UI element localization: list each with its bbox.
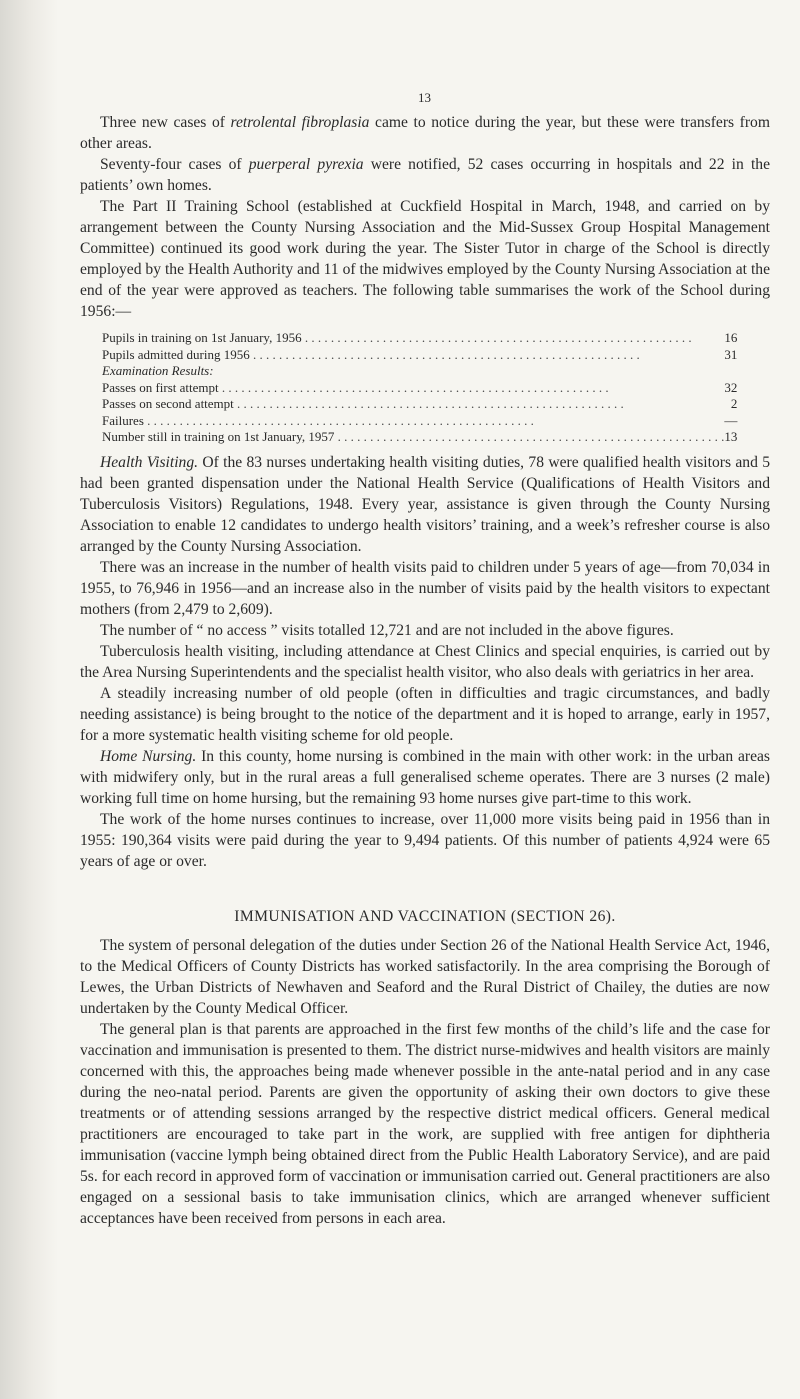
table-row-label	[102, 396, 724, 413]
table-row	[102, 380, 737, 397]
table-row-value: 2	[730, 396, 738, 411]
paragraph-delegation: The system of personal delegation of the duties under Section 26 of the National Health Service Act, 1946, to the Medical Officers of County Districts has worked satisfactorily. In the area comprising the Borough of Lewes, the Urban Districts of Newhaven and Seaford and the Rural District of Chailey, the duties are now undertaken by the County Medical Officer.	[80, 936, 770, 1017]
row-label-text: Pupils in training on 1st January, 1956	[102, 330, 302, 345]
intro-section	[80, 112, 770, 322]
paragraph-text: The Part II Training School (established at Cuckfield Hospital in March, 1948, and carried on by arrangement between the County Nursing Association and the Mid-Sussex Group Hospital Management Committee) continued its good work during the year. The Sister Tutor in charge of the School is directly employed by the Health Authority and 11 of the midwives employed by the County Nursing Association at the end of the year were approved as teachers. The following table summarises the work of the School during 1956:—	[80, 198, 770, 320]
paragraph-no-access	[80, 620, 770, 641]
paragraph-text: Of the 83 nurses undertaking health visiting duties, 78 were qualified health visitors and 5 had been granted dispensation under the National Health Service (Qualifications of Health Visitors and Tuberculosis Visitors) Regulations, 1948. Every year, assistance is given through the County Nursing Association to enable 12 candidates to undergo health visitors’ training, and a week’s refresher course is also arranged by the County Nursing Association.	[80, 453, 770, 555]
row-label-text: Examination Results:	[102, 363, 214, 378]
italic-term: puerperal pyrexia	[248, 156, 364, 173]
leader-dots: . . . . . . . . . . . . . . . . . . . . . . . . . . . . . . . . . . . . . . . . . . . . . . . . . . . . . . . . . . . .	[233, 396, 624, 411]
paragraph-text: Three new cases of	[100, 114, 231, 131]
paragraph-health-visiting	[80, 452, 770, 557]
paragraph-text: came to notice during the year, but these were transfers from other areas.	[80, 114, 770, 152]
leader-dots: . . . . . . . . . . . . . . . . . . . . . . . . . . . . . . . . . . . . . . . . . . . . . . . . . . . . . . . . . . . .	[301, 330, 692, 345]
paragraph-text: Seventy-four cases of	[100, 156, 249, 173]
run-in-heading: Health Visiting.	[100, 453, 199, 471]
paragraph-tuberculosis	[80, 641, 770, 683]
table-row-label	[102, 413, 724, 430]
paragraph-text: Tuberculosis health visiting, including attendance at Chest Clinics and special enquiries, is carried out by the Area Nursing Superintendents and the specialist health visitor, who also deals with geriatrics in her area.	[80, 642, 770, 681]
paragraph-visits-increase	[80, 557, 770, 620]
leader-dots: . . . . . . . . . . . . . . . . . . . . . . . . . . . . . . . . . . . . . . . . . . . . . . . . . . . . . . . . . . . .	[249, 346, 640, 362]
table-row-value: 13	[724, 429, 738, 444]
table-subheading-row	[102, 363, 737, 380]
table-row	[102, 330, 737, 347]
row-label-text: Passes on first attempt	[102, 379, 219, 395]
page-number: 13	[418, 90, 431, 105]
paragraph-retrolental	[80, 112, 770, 154]
table-row-value	[724, 363, 737, 380]
leader-dots: . . . . . . . . . . . . . . . . . . . . . . . . . . . . . . . . . . . . . . . . . . . . . . . . . . . . . . . . . . . .	[334, 429, 725, 444]
table-row	[102, 429, 737, 446]
training-school-table	[102, 330, 737, 446]
immunisation-section	[80, 935, 770, 1229]
table-row	[102, 413, 737, 430]
paragraph-training-school	[80, 196, 770, 322]
table-row	[102, 396, 737, 413]
paragraph-text: There was an increase in the number of health visits paid to children under 5 years of age—from 70,034 in 1955, to 76,946 in 1956—and an increase also in the number of visits paid by the health visitors to expectant mothers (from 2,479 to 2,609).	[80, 558, 770, 618]
paragraph-old-people	[80, 683, 770, 746]
paragraph-text: The work of the home nurses continues to increase, over 11,000 more visits being paid in 1956 than in 1955: 190,364 visits were paid during the year to 9,494 patients. Of this number of patients 4,924 were 65 years of age or over.	[80, 810, 770, 870]
row-label-text: Passes on second attempt	[102, 396, 234, 411]
table-row-label	[102, 429, 724, 446]
paragraph-general-plan: The general plan is that parents are approached in the first few months of the child’s life and the case for vaccination and immunisation is presented to them. The district nurse-midwives and health visitors are mainly concerned with this, the approaches being made whenever possible in the ante-natal period and in any case during the neo-natal period. Parents are given the opportunity of asking their own doctors to give these treatments or of attending sessions arranged by the respective district medical officers. General medical practitioners are encouraged to take part in the work, are supplied with free antigen for diphtheria immunisation (vaccine lymph being obtained direct from the Public Health Laboratory Service), and are paid 5s. for each record in approved form of vaccination or immunisation carried out. General practitioners are also engaged on a sessional basis to take immunisation clinics, which are arranged whenever sufficient acceptances have been received from persons in each area.	[80, 1020, 770, 1227]
table-row-label	[102, 363, 724, 380]
table-row-value: 32	[724, 379, 738, 395]
italic-term: retrolental fibroplasia	[230, 114, 370, 131]
paragraph-home-nursing	[80, 746, 770, 809]
table-row-label	[102, 330, 724, 347]
page-gutter-shadow	[0, 0, 58, 1399]
paragraph-text: were notified, 52 cases occurring in hospitals and 22 in the patients’ own homes.	[80, 156, 771, 194]
table-row	[102, 347, 737, 364]
document-page	[80, 112, 770, 1229]
row-label-text: Number still in training on 1st January, 1957	[102, 429, 335, 444]
paragraph-text: A steadily increasing number of old people (often in difficulties and tragic circumstances, and badly needing assistance) is being brought to the notice of the department and it is hoped to arrange, early in 1957, for a more systematic health visiting scheme for old people.	[80, 684, 770, 744]
paragraph-home-nurses-work	[80, 809, 770, 872]
section-heading-immunisation: IMMUNISATION AND VACCINATION (SECTION 26).	[234, 907, 616, 925]
table-row-value: —	[724, 412, 738, 428]
leader-dots: . . . . . . . . . . . . . . . . . . . . . . . . . . . . . . . . . . . . . . . . . . . . . . . . . . . . . . . . . . . .	[218, 379, 609, 395]
table-row-label	[102, 347, 724, 364]
health-visiting-section	[80, 452, 770, 872]
row-label-text: Pupils admitted during 1956	[102, 346, 250, 362]
paragraph-puerperal	[80, 154, 770, 196]
run-in-heading: Home Nursing.	[100, 747, 197, 765]
row-label-text: Failures	[102, 412, 144, 428]
table-row-value: 31	[724, 346, 738, 362]
table-row-value: 16	[724, 330, 738, 345]
table-row-label	[102, 380, 724, 397]
paragraph-text: The number of “ no access ” visits totalled 12,721 and are not included in the above figures.	[100, 621, 674, 639]
leader-dots: . . . . . . . . . . . . . . . . . . . . . . . . . . . . . . . . . . . . . . . . . . . . . . . . . . . . . . . . . . . .	[143, 412, 534, 428]
paragraph-text: In this county, home nursing is combined in the main with other work: in the urban areas with midwifery only, but in the rural areas a full generalised scheme operates. There are 3 nurses (2 male) working full time on home hursing, but the remaining 93 home nurses give part-time to this work.	[80, 747, 770, 807]
